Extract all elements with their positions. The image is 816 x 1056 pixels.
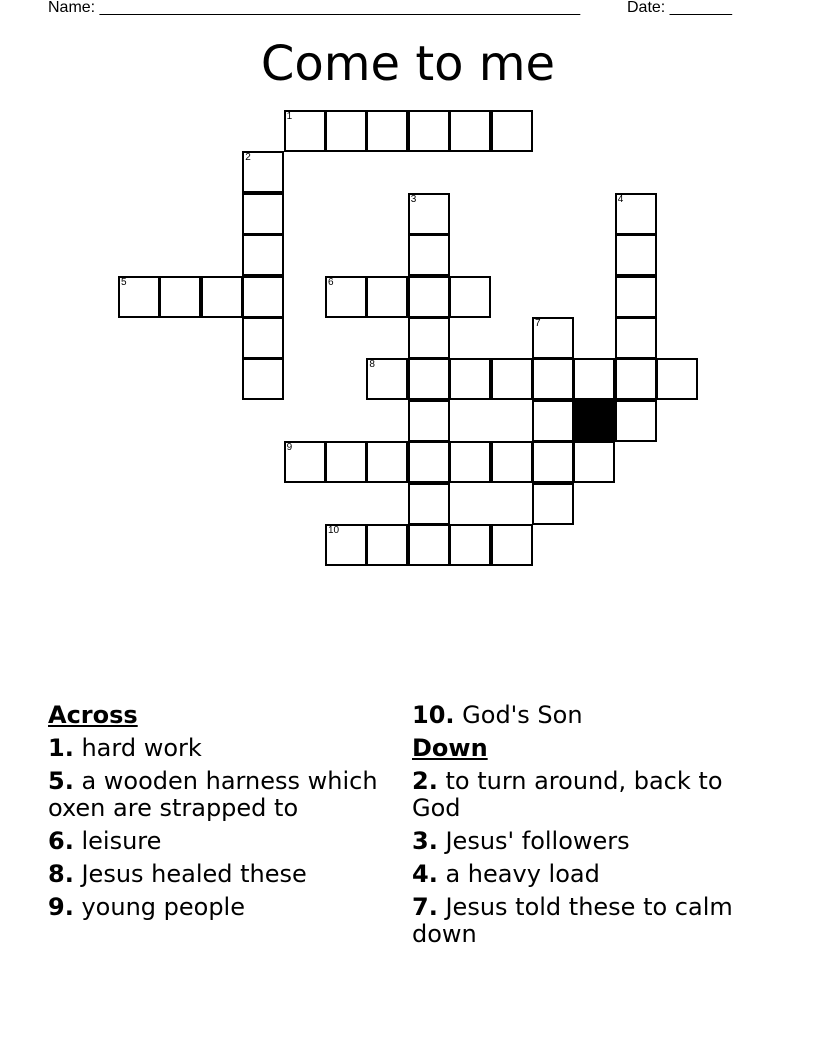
clue-number: 8 [369,359,375,371]
across-heading: Across [48,701,138,729]
grid-cell[interactable] [408,400,450,442]
grid-cell[interactable] [491,110,533,152]
across-clue-5: 5. a wooden harness which oxen are strapped to [48,767,378,822]
grid-cell[interactable] [201,276,243,318]
grid-cell[interactable] [159,276,201,318]
grid-cell[interactable] [573,441,615,483]
grid-cell[interactable] [408,317,450,359]
grid-cell[interactable] [573,358,615,400]
clue-number: 7 [535,318,541,329]
grid-cell[interactable] [408,441,450,483]
grid-cell[interactable] [366,524,408,566]
clues-right-column [412,702,742,954]
down-clue-2: 2. to turn around, back to God [412,767,723,822]
grid-cell[interactable] [449,276,491,318]
grid-cell[interactable] [366,110,408,152]
grid-cell[interactable] [656,358,698,400]
name-field[interactable]: Name: ______________________________________________________ [48,0,581,16]
grid-cell[interactable] [325,441,367,483]
grid-cell[interactable] [284,441,326,483]
clues-left-column [48,702,403,927]
grid-cell[interactable] [449,110,491,152]
down-clue-3: 3. Jesus' followers [412,827,630,855]
grid-cell[interactable] [408,483,450,525]
clue-number: 1 [286,111,293,122]
clue-number: 10 [328,525,340,536]
grid-cell[interactable] [491,441,533,483]
across-clue-8: 8. Jesus healed these [48,860,307,888]
grid-cell[interactable] [325,524,367,566]
across-clue-1: 1. hard work [48,734,202,762]
grid-cell[interactable] [242,276,284,318]
grid-cell[interactable] [532,317,574,359]
clue-number: 5 [121,276,127,288]
grid-cell[interactable] [615,400,657,442]
clue-number: 3 [410,193,417,205]
grid-cell[interactable] [242,151,284,193]
grid-cell[interactable] [615,358,657,400]
grid-cell[interactable] [491,358,533,400]
grid-cell[interactable] [532,400,574,442]
grid-cell[interactable] [615,234,657,276]
grid-cell[interactable] [242,317,284,359]
grid-cell[interactable] [532,441,574,483]
grid-cell[interactable] [532,358,574,400]
date-field[interactable]: Date: _______ [627,0,732,16]
puzzle-title: Come to me [260,36,556,92]
grid-cell[interactable] [408,276,450,318]
grid-cell[interactable] [408,110,450,152]
black-cell [573,400,615,442]
grid-cell[interactable] [408,524,450,566]
grid-cell[interactable] [242,234,284,276]
grid-cell[interactable] [615,317,657,359]
across-clue-6: 6. leisure [48,827,162,855]
across-clue-10: 10. God's Son [412,701,583,729]
grid-cell[interactable] [408,234,450,276]
down-clue-4: 4. a heavy load [412,860,600,888]
grid-cell[interactable] [449,524,491,566]
clue-number: 4 [617,193,624,205]
grid-cell[interactable] [491,524,533,566]
grid-cell[interactable] [284,110,326,152]
grid-cell[interactable] [408,193,450,235]
grid-cell[interactable] [449,441,491,483]
grid-cell[interactable] [242,193,284,235]
grid-cell[interactable] [366,441,408,483]
grid-cell[interactable] [325,276,367,318]
clue-number: 2 [245,152,251,164]
grid-cell[interactable] [242,358,284,400]
grid-cell[interactable] [615,193,657,235]
across-clue-9: 9. young people [48,893,245,921]
grid-cell[interactable] [615,276,657,318]
grid-cell[interactable] [366,276,408,318]
grid-cell[interactable] [366,358,408,400]
grid-cell[interactable] [449,358,491,400]
grid-cell[interactable] [532,483,574,525]
clue-number: 6 [328,276,334,288]
grid-cell[interactable] [118,276,160,318]
clue-number: 9 [286,442,293,454]
grid-cell[interactable] [325,110,367,152]
down-heading: Down [412,734,488,762]
grid-cell[interactable] [408,358,450,400]
down-clue-7: 7. Jesus told these to calm down [412,893,733,948]
